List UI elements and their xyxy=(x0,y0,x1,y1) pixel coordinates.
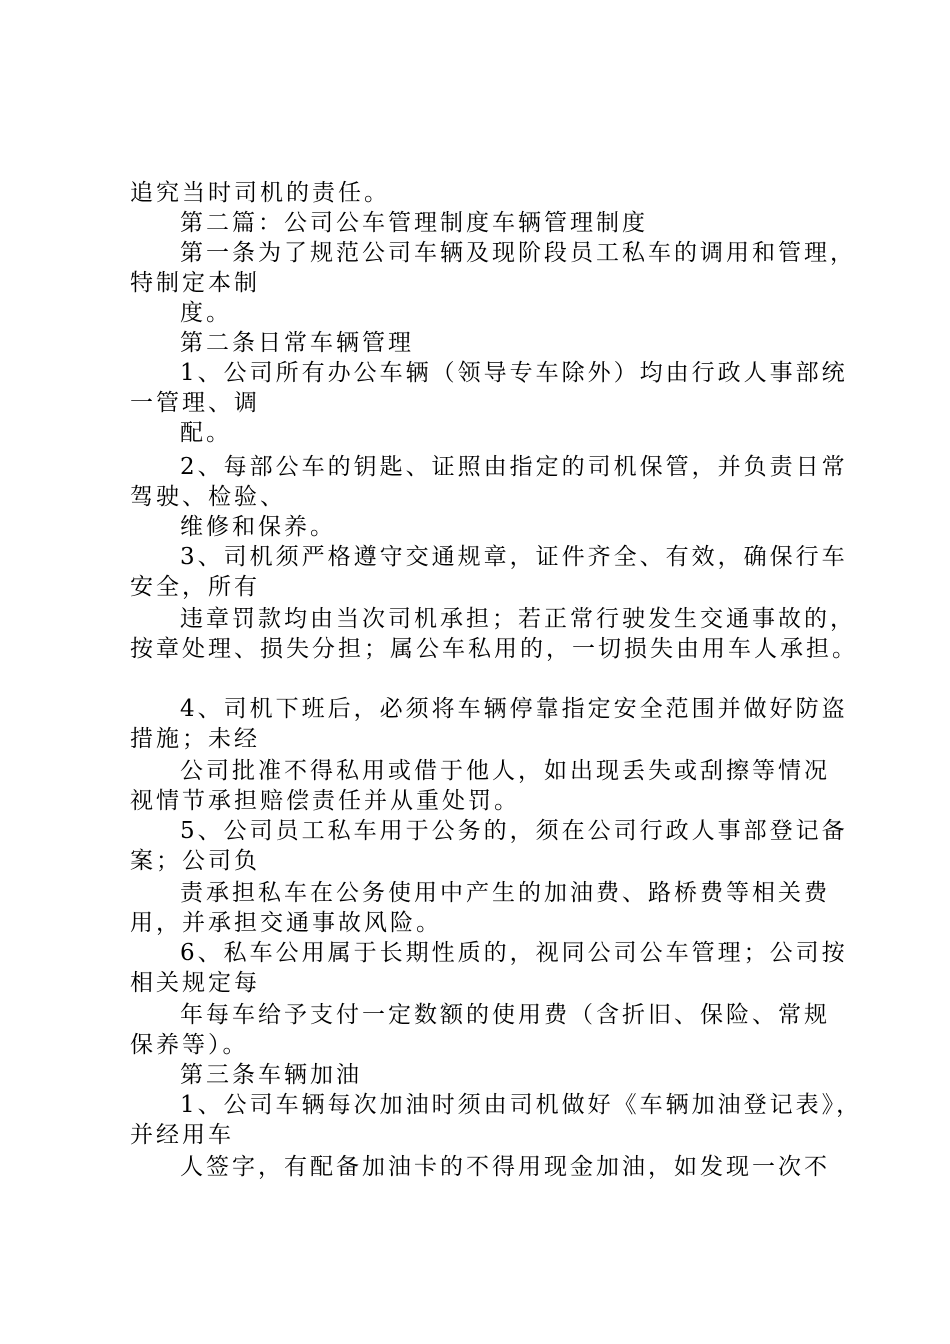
text-line: 维修和保养。 xyxy=(180,514,336,540)
text-line: 年每车给予支付一定数额的使用费（含折旧、保险、常规 xyxy=(180,1002,830,1028)
text-line: 措施；未经 xyxy=(130,726,260,752)
text-line: 第一条为了规范公司车辆及现阶段员工私车的调用和管理， xyxy=(180,240,856,266)
text-line: 2、每部公车的钥匙、证照由指定的司机保管，并负责日常 xyxy=(180,454,848,480)
text-line: 特制定本制 xyxy=(130,270,260,296)
text-line: 按章处理、损失分担；属公车私用的，一切损失由用车人承担。 xyxy=(130,636,858,662)
text-line: 4、司机下班后，必须将车辆停靠指定安全范围并做好防盗 xyxy=(180,696,848,722)
text-line: 保养等）。 xyxy=(130,1032,249,1058)
text-line: 违章罚款均由当次司机承担；若正常行驶发生交通事故的， xyxy=(180,606,856,632)
text-line: 1、公司所有办公车辆（领导专车除外）均由行政人事部统 xyxy=(180,360,848,386)
text-line: 一管理、调 xyxy=(130,390,260,416)
text-line: 追究当时司机的责任。 xyxy=(130,180,390,206)
text-line: 5、公司员工私车用于公务的，须在公司行政人事部登记备 xyxy=(180,818,848,844)
text-line: 度。 xyxy=(180,300,232,326)
text-line: 案；公司负 xyxy=(130,848,260,874)
text-line: 1、公司车辆每次加油时须由司机做好《车辆加油登记表》， xyxy=(180,1092,863,1118)
text-line: 驾驶、检验、 xyxy=(130,484,286,510)
text-line: 责承担私车在公务使用中产生的加油费、路桥费等相关费 xyxy=(180,880,830,906)
section-heading: 第二篇：公司公车管理制度车辆管理制度 xyxy=(180,210,648,236)
text-line: 配。 xyxy=(180,420,232,446)
text-line: 公司批准不得私用或借于他人，如出现丢失或刮擦等情况 xyxy=(180,758,830,784)
text-line: 6、私车公用属于长期性质的，视同公司公车管理；公司按 xyxy=(180,940,848,966)
text-line: 人签字，有配备加油卡的不得用现金加油，如发现一次不 xyxy=(180,1154,830,1180)
article-heading: 第二条日常车辆管理 xyxy=(180,330,414,356)
text-line: 并经用车 xyxy=(130,1122,234,1148)
text-line: 相关规定每 xyxy=(130,970,260,996)
article-heading: 第三条车辆加油 xyxy=(180,1062,362,1088)
text-line: 视情节承担赔偿责任并从重处罚。 xyxy=(130,788,520,814)
text-line: 用，并承担交通事故风险。 xyxy=(130,910,442,936)
text-line: 3、司机须严格遵守交通规章，证件齐全、有效，确保行车 xyxy=(180,544,848,570)
text-line: 安全，所有 xyxy=(130,574,260,600)
